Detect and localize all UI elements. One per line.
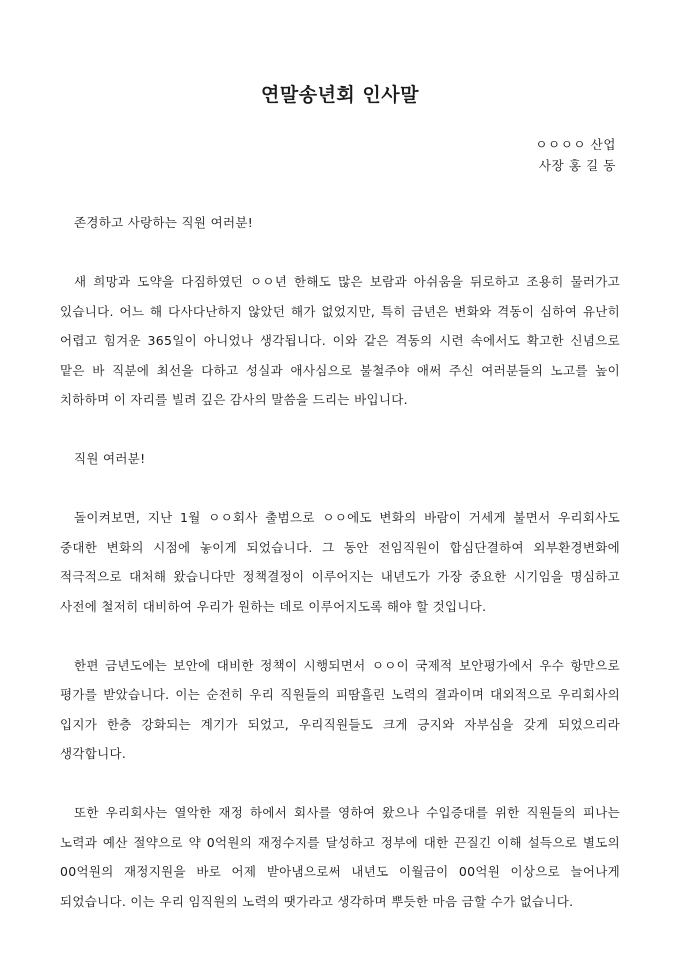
paragraph: 돌이켜보면, 지난 1월 ㅇㅇ회사 출범으로 ㅇㅇ에도 변화의 바람이 거세게 불면서 우리회사도 중대한 변화의 시점에 놓이게 되었습니다. 그 동안 전임직원이 합심단결하여 외부환경변화에 적극적으로 대처해 왔습니다만 정책결정이 이루어지는 내년도가 가장 중요한 시기임을 명심하고 사전에 철저히 대비하여 우리가 원하는 데로 이루어지도록 해야 할 것입니다. [60,510,620,614]
ceo-name: 사장 홍 길 동 [538,158,616,173]
document-body [60,208,620,946]
salutation: 직원 여러분! [74,451,146,466]
paragraph: 한편 금년도에는 보안에 대비한 정책이 시행되면서 ㅇㅇ이 국제적 보안평가에서 우수 항만으로 평가를 받았습니다. 이는 순전히 우리 직원들의 피땀흘린 노력의 결과이며 대외적으로 우리회사의 입지가 한층 강화되는 계기가 되었고, 우리직원들도 크게 긍지와 자부심을 갖게 되었으리라 생각합니다. [60,657,620,761]
salutation: 존경하고 사랑하는 직원 여러분! [74,215,254,230]
document-title: 연말송년회 인사말 [261,84,419,106]
paragraph: 또한 우리회사는 열악한 재정 하에서 회사를 영하여 왔으나 수입증대를 위한 직원들의 피나는 노력과 예산 절약으로 약 0억원의 재정수지를 달성하고 정부에 대한 끈질긴 이해 설득으로 별도의 00억원의 재정지원을 바로 어제 받아냄으로써 내년도 이월금이 00억원 이상으로 늘어나게 되었습니다. 이는 우리 임직원의 노력의 땟가라고 생각하며 뿌듯한 마음 금할 수가 없습니다. [60,805,620,909]
company-name: ㅇㅇㅇㅇ 산업 [535,137,616,152]
paragraph: 새 희망과 도약을 다짐하였던 ㅇㅇ년 한해도 많은 보람과 아쉬움을 뒤로하고 조용히 물러가고 있습니다. 어느 해 다사다난하지 않았던 해가 없었지만, 특히 금년은 변화와 격동이 심하여 유난히 어렵고 힘겨운 365일이 아니었나 생각됩니다. 이와 같은 격동의 시련 속에서도 확고한 신념으로 맡은 바 직분에 최선을 다하고 성실과 애사심으로 불철주야 애써 주신 여러분들의 노고를 높이 치하하며 이 자리를 빌려 깊은 감사의 말씀을 드리는 바입니다. [60,274,620,407]
signature-block [535,134,616,176]
